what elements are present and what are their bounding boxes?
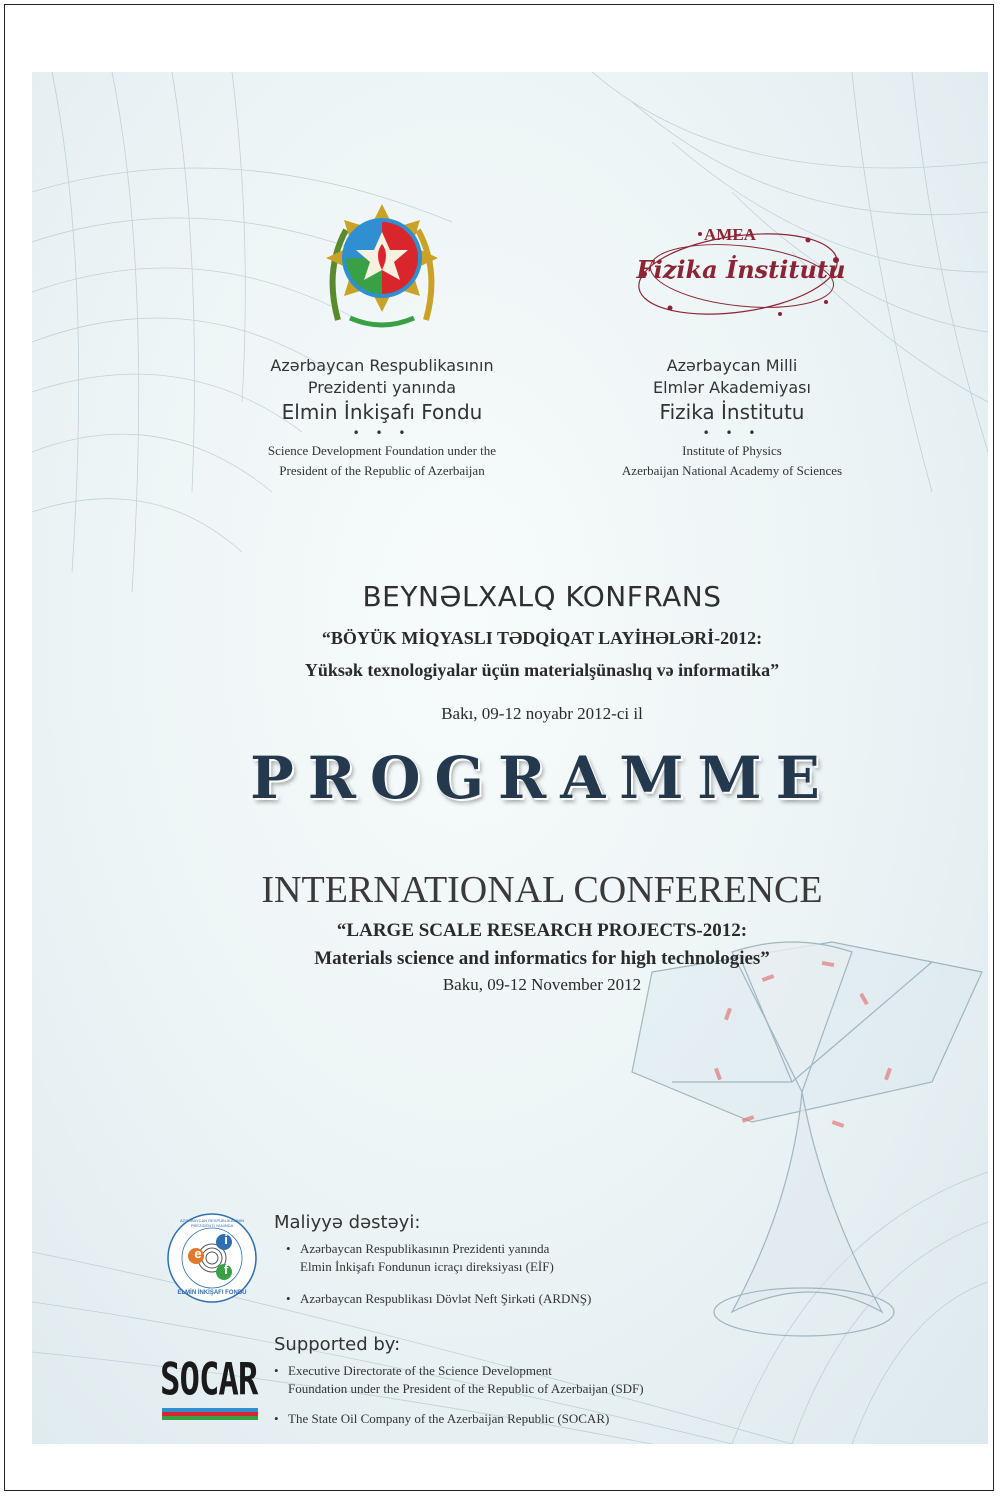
socar-flag-green: [162, 1416, 258, 1420]
left-org-name: Elmin İnkişafı Fondu: [281, 400, 483, 424]
brochure-cover: [32, 72, 988, 1444]
left-org-line1: Azərbaycan Respublikasının: [270, 356, 494, 375]
supported-by-heading: Supported by:: [274, 1334, 401, 1355]
right-org-en-line1: Institute of Physics: [682, 443, 782, 458]
amea-logo-main-text: Fizika İnstitutu: [636, 255, 846, 284]
support-item-1-line1: Executive Directorate of the Science Development: [288, 1363, 552, 1378]
left-org-dots: • • •: [352, 426, 412, 440]
right-org-en-line2: Azerbaijan National Academy of Sciences: [621, 463, 843, 478]
funding-item-1-line1: Azərbaycan Respublikasının Prezidenti yanında: [300, 1241, 550, 1256]
conference-title-az: BEYNƏLXALQ KONFRANS: [362, 580, 722, 613]
funding-item-2: [286, 1290, 886, 1308]
funding-item-1-line2: Elmin İnkişafı Fondunun icraçı direksiyası (EİF): [300, 1259, 554, 1274]
azerbaijan-coat-of-arms-icon: [320, 200, 444, 334]
conference-date-en: Baku, 09-12 November 2012: [442, 975, 642, 994]
support-item-2-text: The State Oil Company of the Azerbaijan Republic (SOCAR): [288, 1411, 610, 1426]
support-item-2: [274, 1410, 894, 1428]
right-org-line2: Elmlər Akademiyası: [653, 378, 811, 397]
vortex-graphic: [632, 942, 982, 1336]
conference-subtitle-en-2: Materials science and informatics for high technologies”: [314, 948, 770, 969]
right-org-line1: Azərbaycan Milli: [666, 356, 798, 375]
eif-logo-bottom-text: ELMİN İNKİŞAFI FONDU: [177, 1290, 247, 1296]
left-org-line2: Prezidenti yanında: [307, 378, 457, 397]
socar-logo: [160, 1354, 266, 1422]
eif-letter-i: i: [224, 1232, 228, 1247]
conference-date-az: Bakı, 09-12 noyabr 2012-ci il: [441, 704, 643, 723]
support-item-1-line2: Foundation under the President of the Republic of Azerbaijan (SDF): [288, 1381, 644, 1396]
bullet-icon: •: [274, 1363, 279, 1378]
amea-logo-top-text: AMEA: [704, 225, 756, 244]
right-org-dots: • • •: [702, 426, 762, 440]
left-organization-block: [202, 355, 562, 481]
socar-logo-text: SOCAR: [160, 1354, 258, 1406]
left-org-en-line1: Science Development Foundation under the: [267, 443, 497, 458]
conference-subtitle-en-1: “LARGE SCALE RESEARCH PROJECTS-2012:: [336, 920, 748, 941]
funding-heading: Maliyyə dəstəyi:: [274, 1212, 421, 1233]
left-org-en-line2: President of the Republic of Azerbaijan: [279, 463, 485, 478]
conference-subtitle-az-1: “BÖYÜK MİQYASLI TƏDQİQAT LAYİHƏLƏRİ-2012:: [321, 628, 763, 648]
eif-letter-e: e: [194, 1246, 202, 1261]
funding-item-1: [286, 1240, 886, 1276]
bullet-icon: •: [286, 1241, 291, 1256]
right-organization-block: [562, 355, 902, 481]
conference-title-en: INTERNATIONAL CONFERENCE: [261, 869, 823, 911]
right-org-name: Fizika İnstitutu: [659, 400, 805, 424]
funding-item-2-text: Azərbaycan Respublikası Dövlət Neft Şirkəti (ARDNŞ): [300, 1291, 592, 1306]
eif-logo-ring-text: AZƏRBAYCAN RESPUBLİKASININ PREZİDENTİ YANINDA: [179, 1218, 245, 1228]
support-item-1: [274, 1362, 894, 1398]
eif-letter-f: f: [223, 1262, 229, 1277]
programme-heading: PROGRAMME: [250, 744, 834, 812]
conference-subtitle-az-2: Yüksək texnologiyalar üçün materialşünaslıq və informatika”: [304, 660, 780, 680]
bullet-icon: •: [274, 1411, 279, 1426]
bullet-icon: •: [286, 1291, 291, 1306]
